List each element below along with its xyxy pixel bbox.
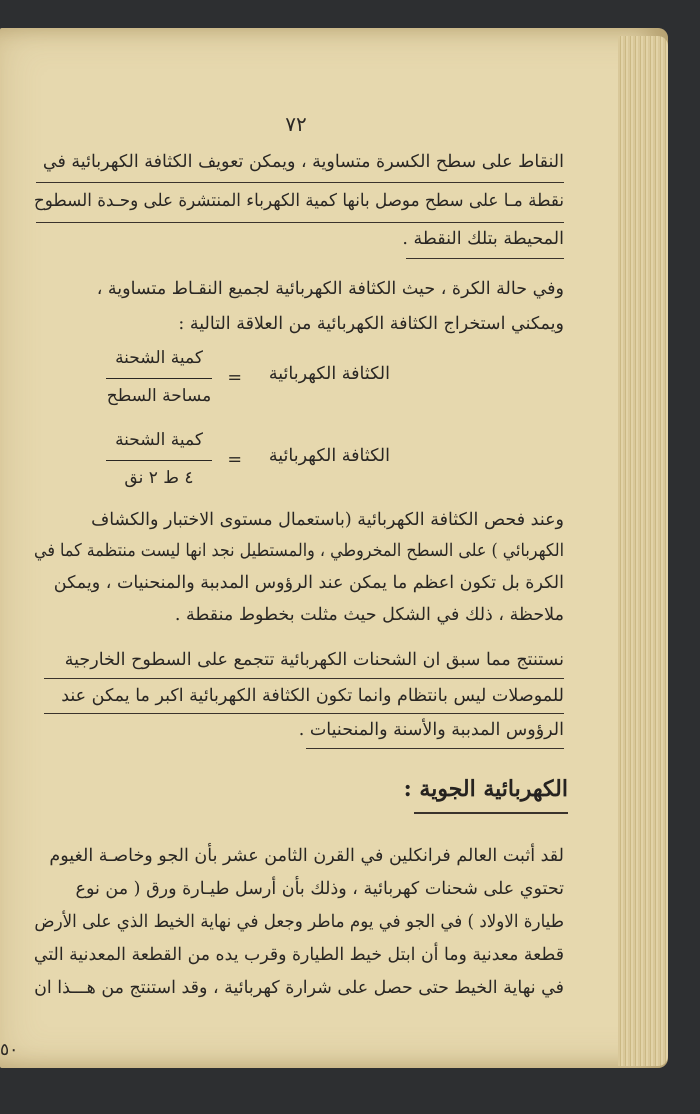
- equation-2-equals: =: [227, 450, 242, 470]
- equation-2-lhs: الكثافة الكهربائية: [268, 446, 390, 466]
- underline: [306, 748, 564, 749]
- equation-1-lhs: الكثافة الكهربائية: [268, 364, 390, 384]
- paragraph-1-line-1: النقاط على سطح الكسرة متساوية ، ويمكن تعويف الكثافة الكهربائية في: [42, 152, 564, 172]
- paragraph-5-line-1: لقد أثبت العالم فرانكلين في القرن الثامن عشر بأن الجو وخاصـة الغيوم: [49, 846, 564, 866]
- paragraph-1-line-2: نقطة مـا على سطح موصل بانها كمية الكهرباء المنتشرة على وحـدة السطوح: [33, 191, 564, 211]
- equation-1-numerator: كمية الشحنة: [115, 348, 203, 368]
- paragraph-3-line-1: وعند فحص الكثافة الكهربائية (باستعمال مستوى الاختبار والكشاف: [91, 510, 564, 530]
- underline: [36, 222, 564, 223]
- paragraph-5-line-3: طيارة الاولاد ) في الجو في يوم ماطر وجعل في نهاية الخيط الذي على الأرض: [34, 912, 564, 932]
- paragraph-3-line-4: ملاحظة ، ذلك في الشكل حيث مثلت بخطوط منقطة .: [174, 605, 564, 625]
- fraction-bar: [106, 460, 212, 461]
- fraction-bar: [106, 378, 212, 379]
- equation-1-equals: =: [227, 368, 242, 388]
- paragraph-4-line-1: نستنتج مما سبق ان الشحنات الكهربائية تتجمع على السطوح الخارجية: [64, 650, 564, 670]
- page-edges: [618, 36, 668, 1066]
- underline: [44, 713, 564, 714]
- paragraph-2-line-2: ويمكني استخراج الكثافة الكهربائية من العلاقة التالية :: [178, 314, 564, 334]
- paragraph-3-line-3: الكرة بل تكون اعظم ما يمكن عند الرؤوس المدببة والمنحنيات ، ويمكن: [53, 573, 564, 593]
- paragraph-1-line-3: المحيطة بتلك النقطة .: [402, 229, 564, 249]
- corner-number: ٥٠: [0, 1040, 19, 1060]
- equation-2-numerator: كمية الشحنة: [115, 430, 203, 450]
- paragraph-2-line-1: وفي حالة الكرة ، حيث الكثافة الكهربائية لجميع النقـاط متساوية ،: [96, 279, 564, 299]
- equation-2-denominator: ٤ ط ٢ نق: [124, 468, 194, 488]
- page-number: ٧٢: [285, 112, 307, 136]
- paragraph-5-line-4: قطعة معدنية وما أن ابتل خيط الطيارة وقرب يده من القطعة المعدنية التي: [33, 945, 564, 965]
- paragraph-5-line-2: تحتوي على شحنات كهربائية ، وذلك بأن أرسل طيـارة ورق ( من نوع: [75, 879, 564, 899]
- paragraph-4-line-2: للموصلات ليس بانتظام وانما تكون الكثافة الكهربائية اكبر ما يمكن عند: [61, 686, 564, 706]
- paragraph-5-line-5: في نهاية الخيط حتى حصل على شرارة كهربائية ، وقد استنتج من هـــذا ان: [34, 978, 565, 998]
- paragraph-3-line-2: الكهربائي ) على السطح المخروطي ، والمستطيل نجد انها ليست منتظمة كما في: [34, 541, 565, 561]
- underline: [44, 678, 564, 679]
- underline: [36, 182, 564, 183]
- equation-1-denominator: مساحة السطح: [106, 386, 212, 406]
- underline: [406, 258, 564, 259]
- paragraph-4-line-3: الرؤوس المدببة والأسنة والمنحنيات .: [298, 720, 564, 740]
- heading-underline: [414, 812, 568, 814]
- section-heading: الكهربائية الجوية :: [403, 776, 568, 802]
